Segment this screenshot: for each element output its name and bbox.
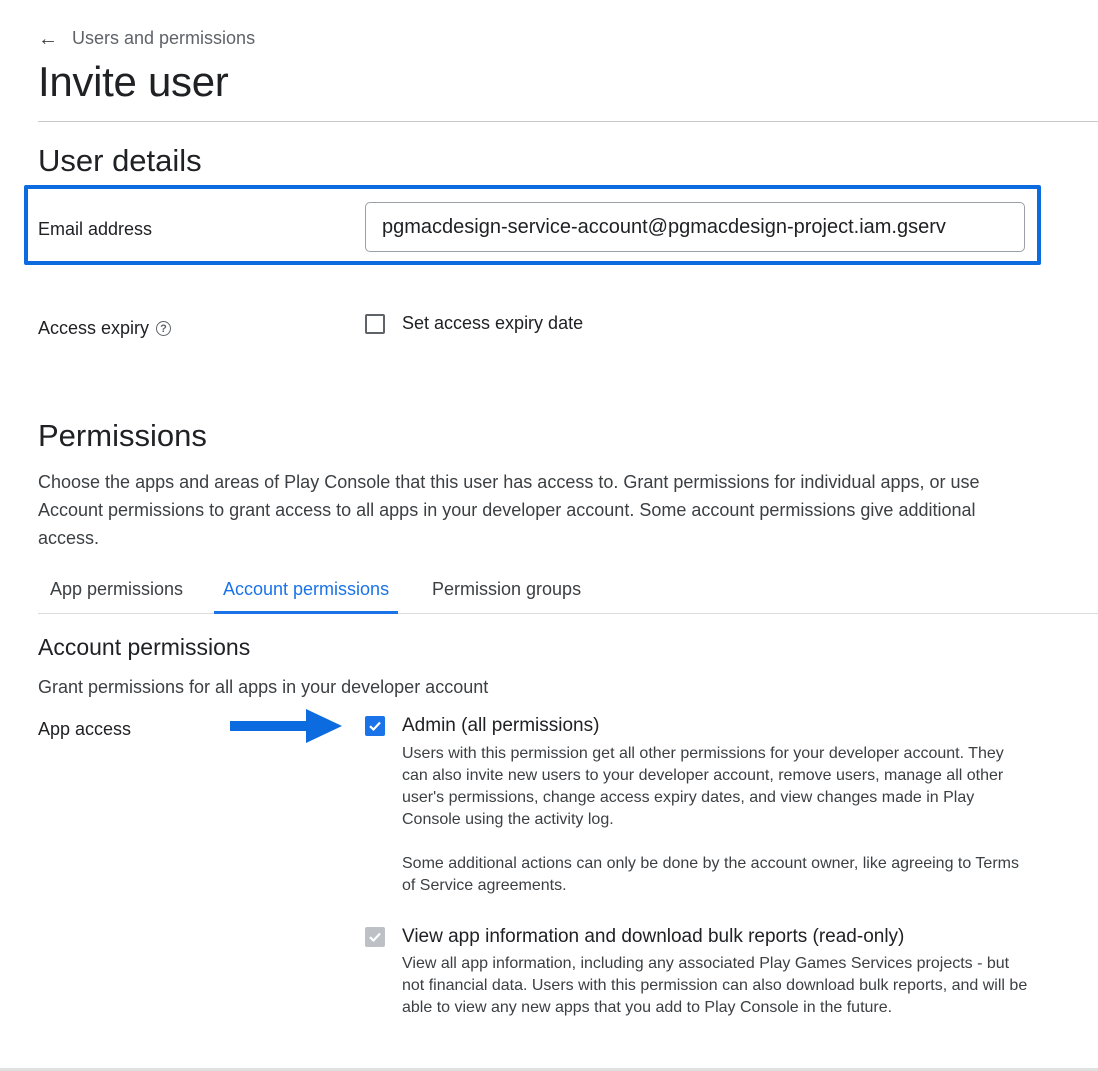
admin-checkbox[interactable] — [365, 716, 385, 736]
check-icon — [367, 718, 383, 734]
permissions-description: Choose the apps and areas of Play Console that this user has access to. Grant permissions for individual apps, or use Account permissions to grant access to all apps in your developer account. Some account permissions give additional access. — [38, 472, 980, 548]
tab-app-permissions[interactable]: App permissions — [50, 579, 184, 599]
permissions-title: Permissions — [38, 418, 207, 453]
tab-permission-groups[interactable]: Permission groups — [432, 579, 582, 599]
tab-account-permissions[interactable]: Account permissions — [223, 573, 389, 613]
annotation-arrow-icon — [230, 709, 342, 743]
account-permissions-title: Account permissions — [38, 634, 251, 660]
back-arrow-icon[interactable]: ← — [38, 27, 58, 50]
expiry-checkbox-row[interactable] — [365, 313, 583, 334]
email-input[interactable] — [365, 202, 1025, 252]
admin-permission-label[interactable]: Admin (all permissions) — [402, 715, 600, 736]
back-link[interactable] — [38, 28, 255, 49]
check-icon — [367, 929, 383, 945]
header-divider — [38, 121, 1098, 122]
admin-permission-note: Some additional actions can only be done by the account owner, like agreeing to Terms of Service agreements. — [402, 855, 1019, 894]
permission-tabs — [38, 573, 1098, 614]
access-expiry-label — [38, 318, 171, 339]
expiry-checkbox[interactable] — [365, 314, 385, 334]
back-link-label[interactable]: Users and permissions — [72, 28, 256, 48]
view-app-info-label: View app information and download bulk reports (read-only) — [402, 926, 905, 947]
view-app-info-checkbox — [365, 927, 385, 947]
help-icon[interactable]: ? — [156, 321, 171, 336]
admin-permission-row[interactable] — [365, 715, 599, 737]
account-permissions-description: Grant permissions for all apps in your developer account — [38, 677, 489, 697]
expiry-checkbox-label[interactable]: Set access expiry date — [402, 313, 584, 333]
view-app-info-description: View all app information, including any associated Play Games Services projects - but not financial data. Users with this permission can also download bulk reports, and will be able to view any new apps that you add to Play Console in the future. — [402, 955, 1028, 1016]
view-app-info-row[interactable] — [365, 926, 904, 948]
email-label: Email address — [38, 219, 153, 239]
app-access-label: App access — [38, 719, 132, 739]
admin-permission-description: Users with this permission get all other permissions for your developer account. They can also invite new users to your developer account, remove users, manage all other user's permissions, change access expiry dates, and view changes made in Play Console using the activity log. — [402, 745, 1004, 828]
page-title: Invite user — [38, 58, 229, 105]
access-expiry-text: Access expiry — [38, 318, 150, 338]
user-details-title: User details — [38, 143, 202, 178]
